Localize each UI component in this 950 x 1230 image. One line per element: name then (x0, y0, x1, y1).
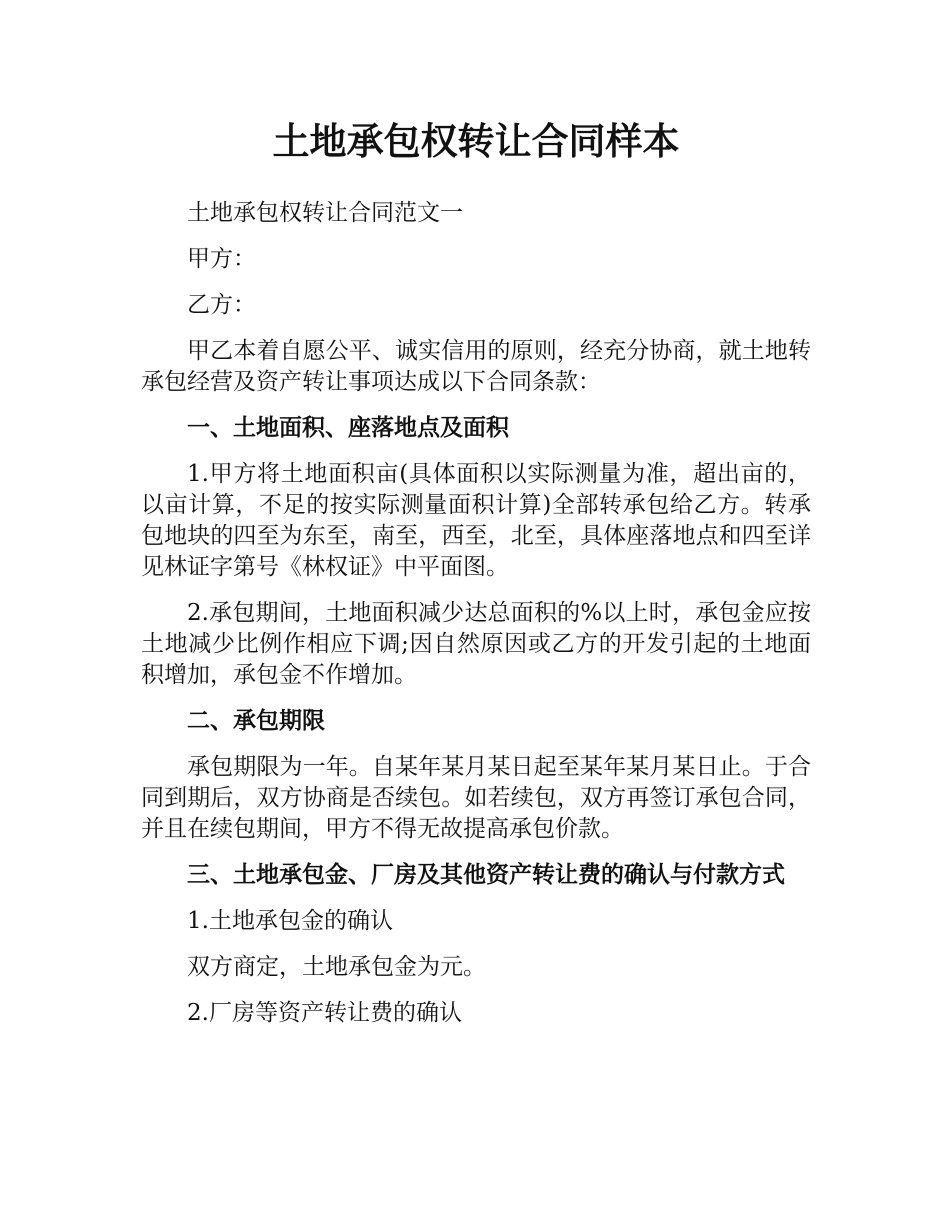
section-2-paragraph-1: 承包期限为一年。自某年某月某日起至某年某月某日止。于合同到期后，双方协商是否续包。如若续包，双方再签订承包合同，并且在续包期间，甲方不得无故提高承包价款。 (141, 754, 811, 842)
section-1-paragraph-1: 1.甲方将土地面积亩(具体面积以实际测量为准，超出亩的，以亩计算，不足的按实际测量面积计算)全部转承包给乙方。转承包地块的四至为东至，南至，西至，北至，具体座落地点和四至详见林证字第号《林权证》中平面图。 (141, 461, 811, 580)
document-title: 土地承包权转让合同样本 (272, 120, 680, 163)
document-subtitle: 土地承包权转让合同范文一 (187, 200, 463, 226)
section-3-item-2: 2.厂房等资产转让费的确认 (187, 1000, 462, 1026)
party-a-line: 甲方： (187, 246, 256, 272)
party-b-line: 乙方： (187, 292, 256, 318)
section-3-paragraph-1: 双方商定，土地承包金为元。 (187, 954, 486, 980)
intro-paragraph: 甲乙本着自愿公平、诚实信用的原则，经充分协商，就土地转承包经营及资产转让事项达成以下合同条款： (141, 338, 811, 395)
section-2-heading: 二、承包期限 (187, 708, 325, 734)
section-1-paragraph-2: 2.承包期间，土地面积减少达总面积的%以上时，承包金应按土地减少比例作相应下调;因自然原因或乙方的开发引起的土地面积增加，承包金不作增加。 (141, 600, 811, 688)
section-1-heading: 一、土地面积、座落地点及面积 (187, 415, 509, 441)
section-3-item-1: 1.土地承包金的确认 (187, 908, 393, 934)
document-body (141, 118, 811, 1044)
section-3-heading: 三、土地承包金、厂房及其他资产转让费的确认与付款方式 (187, 862, 785, 888)
